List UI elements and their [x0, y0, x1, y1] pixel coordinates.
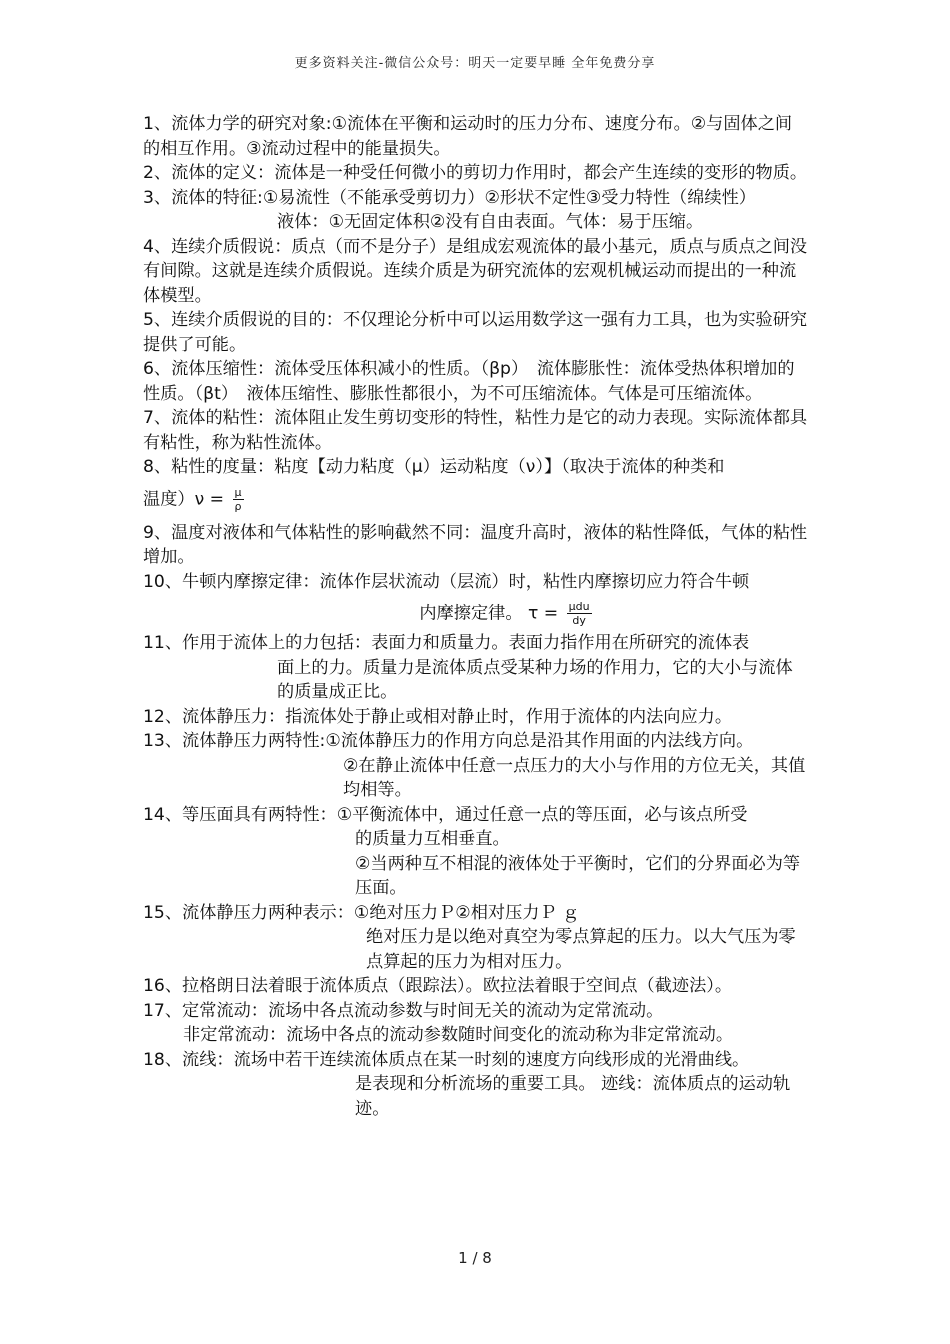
item-11-cont: 面上的力。质量力是流体质点受某种力场的作用力，它的大小与流体的质量成正比。 — [277, 657, 793, 702]
item-5: 5、连续介质假说的目的：不仅理论分析中可以运用数学这一强有力工具，也为实验研究提供了可能。 — [143, 310, 808, 355]
fraction-denominator: ρ — [234, 499, 242, 513]
item-4: 4、连续介质假说：质点（而不是分子）是组成宏观流体的最小基元，质点与质点之间没有间隙。这就是连续介质假说。连续介质是为研究流体的宏观机械运动而提出的一种流体模型。 — [143, 236, 808, 306]
item-18: 18、流线：流场中若干连续流体质点在某一时刻的速度方向线形成的光滑曲线。 — [143, 1049, 750, 1070]
item-13-cont: ②在静止流体中任意一点压力的大小与作用的方位无关，其值均相等。 — [343, 755, 806, 800]
item-2: 2、流体的定义：流体是一种受任何微小的剪切力作用时，都会产生连续的变形的物质。 — [143, 163, 808, 183]
fraction-denominator: dy — [572, 614, 586, 627]
item-14: 14、等压面具有两特性：①平衡流体中，通过任意一点的等压面，必与该点所受 — [143, 804, 748, 825]
item-15: 15、流体静压力两种表示：①绝对压力Ｐ②相对压力Ｐ ｇ — [143, 902, 580, 923]
item-17-cont: 非定常流动：流场中各点的流动参数随时间变化的流动称为非定常流动。 — [183, 1025, 734, 1045]
item-14-cont: 的质量力互相垂直。 — [355, 829, 510, 849]
fraction-numerator: μdu — [568, 600, 590, 613]
document-body — [143, 112, 808, 1121]
kinematic-viscosity-fraction — [233, 486, 244, 513]
item-16: 16、拉格朗日法着眼于流体质点（跟踪法）。欧拉法着眼于空间点（截迹法）。 — [143, 976, 733, 996]
item-11: 11、作用于流体上的力包括：表面力和质量力。表面力指作用在所研究的流体表 — [143, 633, 750, 653]
fraction-numerator: μ — [234, 485, 242, 499]
item-8-formula-lead: 温度）ν = — [143, 489, 225, 509]
item-10-formula-lead: 内摩擦定律。 τ = — [419, 603, 559, 624]
item-13: 13、流体静压力两特性:①流体静压力的作用方向总是沿其作用面的内法线方向。 — [143, 731, 754, 751]
item-15-cont: 绝对压力是以绝对真空为零点算起的压力。以大气压为零点算起的压力为相对压力。 — [366, 927, 796, 972]
item-3-liquid-gas: 液体：①无固定体积②没有自由表面。气体：易于压缩。 — [277, 212, 704, 232]
shear-stress-fraction — [567, 600, 592, 627]
item-17: 17、定常流动：流场中各点流动参数与时间无关的流动为定常流动。 — [143, 1000, 664, 1021]
item-10-formula — [143, 600, 808, 627]
page-number: 1 / 8 — [458, 1249, 492, 1267]
page-header: 更多资料关注-微信公众号：明天一定要早睡 全年免费分享 — [294, 56, 656, 71]
item-10: 10、牛顿内摩擦定律：流体作层状流动（层流）时，粘性内摩擦切应力符合牛顿 — [143, 571, 750, 592]
item-8: 8、粘性的度量：粘度【动力粘度（μ）运动粘度（ν）】（取决于流体的种类和 — [143, 457, 725, 477]
item-18-cont: 是表现和分析流场的重要工具。 迹线：流体质点的运动轨迹。 — [355, 1074, 791, 1119]
item-9: 9、温度对液体和气体粘性的影响截然不同：温度升高时，液体的粘性降低，气体的粘性增加。 — [143, 522, 808, 567]
item-6: 6、流体压缩性：流体受压体积减小的性质。（βp） 流体膨胀性：流体受热体积增加的性质。（βt） 液体压缩性、膨胀性都很小，为不可压缩流体。气体是可压缩流体。 — [143, 359, 795, 404]
item-3: 3、流体的特征:①易流性（不能承受剪切力）②形状不定性③受力特性（绵续性） — [143, 187, 756, 208]
item-7: 7、流体的粘性：流体阻止发生剪切变形的特性，粘性力是它的动力表现。实际流体都具有粘性，称为粘性流体。 — [143, 408, 808, 453]
item-14-second: ②当两种互不相混的液体处于平衡时，它们的分界面必为等压面。 — [355, 853, 801, 898]
item-1: 1、流体力学的研究对象:①流体在平衡和运动时的压力分布、速度分布。②与固体之间的相互作用。③流动过程中的能量损失。 — [143, 114, 793, 159]
item-12: 12、流体静压力：指流体处于静止或相对静止时，作用于流体的内法向应力。 — [143, 706, 733, 727]
item-8-formula — [143, 486, 808, 513]
